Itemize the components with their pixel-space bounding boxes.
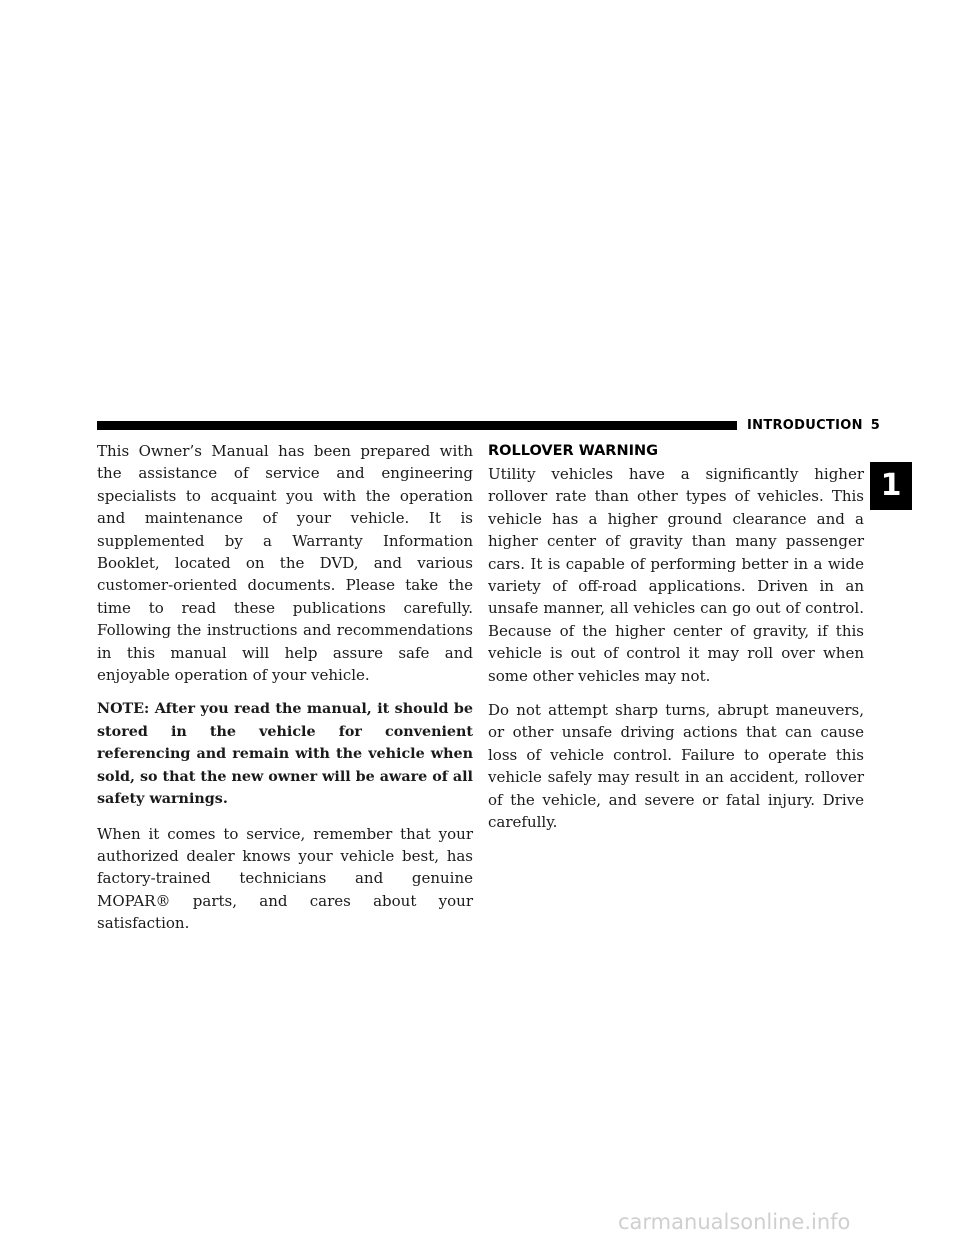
intro-paragraph: This Owner’s Manual has been prepared with the assistance of service and engineering specialists to acquaint you with the operation and maintenance of your vehicle. It is supplemented by a Warranty Information Booklet, located on the DVD, and various customer-oriented documents. Please take the time to read these publications carefully. Following the instructions and recommendations in this manual will help assure safe and enjoyable operation of your vehicle. <box>97 442 473 685</box>
driving-paragraph: Do not attempt sharp turns, abrupt maneuvers, or other unsafe driving actions that can cause loss of vehicle control. Failure to operate this vehicle safely may result in an accident, rollover of the vehicle, and severe or fatal injury. Drive carefully. <box>488 701 864 832</box>
chapter-tab: 1 <box>870 462 912 510</box>
header-rule <box>97 421 737 430</box>
left-column <box>97 440 473 947</box>
section-title: INTRODUCTION <box>747 418 863 433</box>
running-header <box>747 418 880 433</box>
service-paragraph: When it comes to service, remember that your authorized dealer knows your vehicle best, has factory-trained technicians and genuine MOPAR® parts, and cares about your satisfaction. <box>97 824 473 933</box>
rollover-warning-heading: ROLLOVER WARNING <box>488 443 659 459</box>
rollover-paragraph: Utility vehicles have a significantly higher rollover rate than other types of vehicles. This vehicle has a higher ground clearance and a higher center of gravity than many passenger cars. It is capable of performing better in a wide variety of off-road applications. Driven in an unsafe manner, all vehicles can go out of control. Because of the higher center of gravity, if this vehicle is out of control it may roll over when some other vehicles may not. <box>488 465 864 685</box>
note-paragraph: NOTE: After you read the manual, it should be stored in the vehicle for convenient referencing and remain with the vehicle when sold, so that the new owner will be aware of all safety warnings. <box>97 701 473 808</box>
page-number: 5 <box>870 418 881 433</box>
right-column <box>488 441 864 846</box>
watermark-text: carmanualsonline.info <box>618 1210 851 1234</box>
